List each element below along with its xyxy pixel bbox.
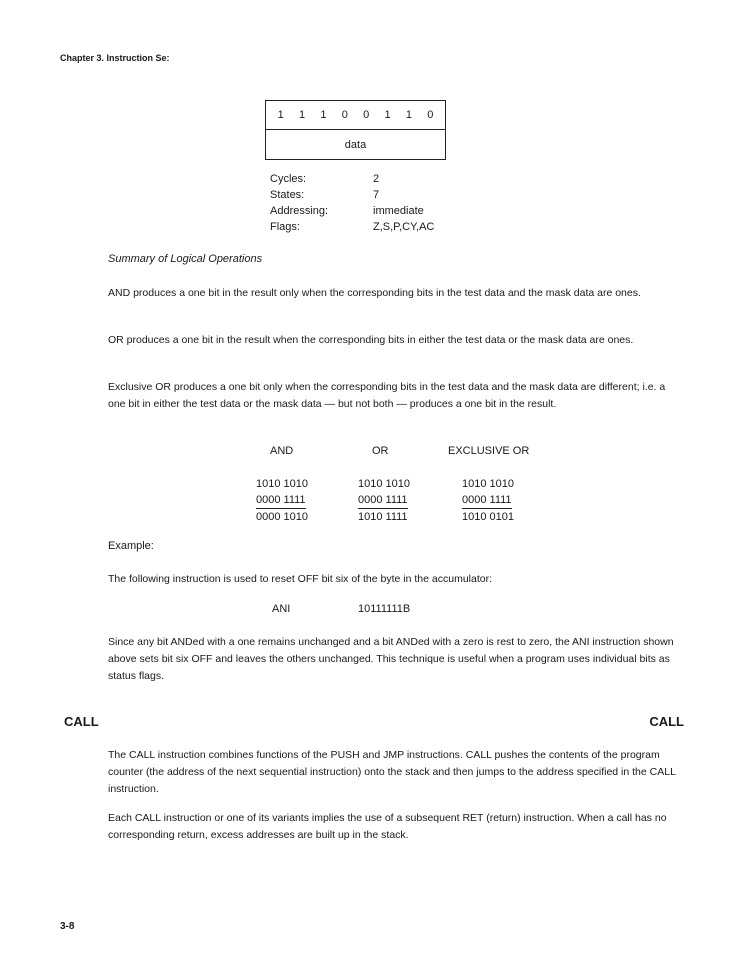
opcode-bit: 1 — [320, 109, 327, 121]
xor-paragraph: Exclusive OR produces a one bit only when the corresponding bits in the test data and the mask data are different; i.e. a one bit in either the test data or the mask data — but not both — produces a one bit in the result. — [108, 381, 666, 410]
example-explanation: Since any bit ANDed with a one remains unchanged and a bit ANDed with a zero is rest to zero, the ANI instruction shown above sets bit six OFF and leaves the others unchanged. This technique is useful when a program uses individual bits as status flags. — [108, 636, 674, 682]
xor-column — [462, 476, 514, 525]
and-result: 0000 1010 — [256, 511, 308, 523]
spec-value: 2 — [373, 173, 380, 185]
and-column — [256, 476, 308, 525]
or-result: 1010 1111 — [358, 511, 408, 523]
spec-label: Flags: — [270, 221, 300, 233]
spec-label: Cycles: — [270, 173, 307, 185]
and-column-header: AND — [270, 445, 294, 457]
or-operand-1: 1010 1010 — [358, 478, 410, 490]
or-column — [358, 476, 410, 525]
and-operand-2: 0000 1111 — [256, 492, 306, 509]
opcode-bit: 1 — [405, 109, 412, 121]
example-mnemonic: ANI — [272, 603, 291, 615]
opcode-bit: 1 — [384, 109, 391, 121]
opcode-data-label: data — [344, 138, 367, 151]
opcode-bit: 0 — [427, 109, 434, 121]
spec-value: Z,S,P,CY,AC — [373, 221, 435, 233]
spec-label: Addressing: — [270, 205, 329, 217]
or-operand-2: 0000 1111 — [358, 492, 408, 509]
example-label: Example: — [108, 540, 154, 552]
spec-label: States: — [270, 189, 305, 201]
call-paragraph-2: Each CALL instruction or one of its variants implies the use of a subsequent RET (return) instruction. When a call has no corresponding return, excess addresses are built up in the stack. — [108, 812, 667, 841]
spec-value: immediate — [373, 205, 424, 217]
xor-column-header: EXCLUSIVE OR — [448, 445, 530, 457]
call-title-left: CALL — [64, 714, 99, 729]
chapter-header: Chapter 3. Instruction Se: — [60, 53, 170, 63]
or-column-header: OR — [372, 445, 389, 457]
example-intro: The following instruction is used to reset OFF bit six of the byte in the accumulator: — [108, 573, 493, 585]
and-operand-1: 1010 1010 — [256, 478, 308, 490]
xor-operand-2: 0000 1111 — [462, 492, 512, 509]
opcode-bit: 0 — [341, 109, 348, 121]
call-paragraph-1: The CALL instruction combines functions of the PUSH and JMP instructions. CALL pushes the contents of the program counter (the address of the next sequential instruction) onto the stack and then jumps to the address specified in the CALL instruction. — [108, 749, 676, 795]
opcode-bit: 0 — [363, 109, 370, 121]
call-title-right: CALL — [649, 714, 684, 729]
page-number: 3-8 — [60, 921, 75, 932]
and-paragraph: AND produces a one bit in the result only when the corresponding bits in the test data and the mask data are ones. — [108, 287, 641, 299]
example-operand: 10111111B — [358, 603, 411, 615]
spec-value: 7 — [373, 189, 380, 201]
xor-result: 1010 0101 — [462, 511, 514, 523]
opcode-bit: 1 — [277, 109, 284, 121]
opcode-bit: 1 — [299, 109, 306, 121]
summary-heading: Summary of Logical Operations — [108, 253, 263, 265]
xor-operand-1: 1010 1010 — [462, 478, 514, 490]
or-paragraph: OR produces a one bit in the result when the corresponding bits in either the test data or the mask data are ones. — [108, 334, 634, 346]
